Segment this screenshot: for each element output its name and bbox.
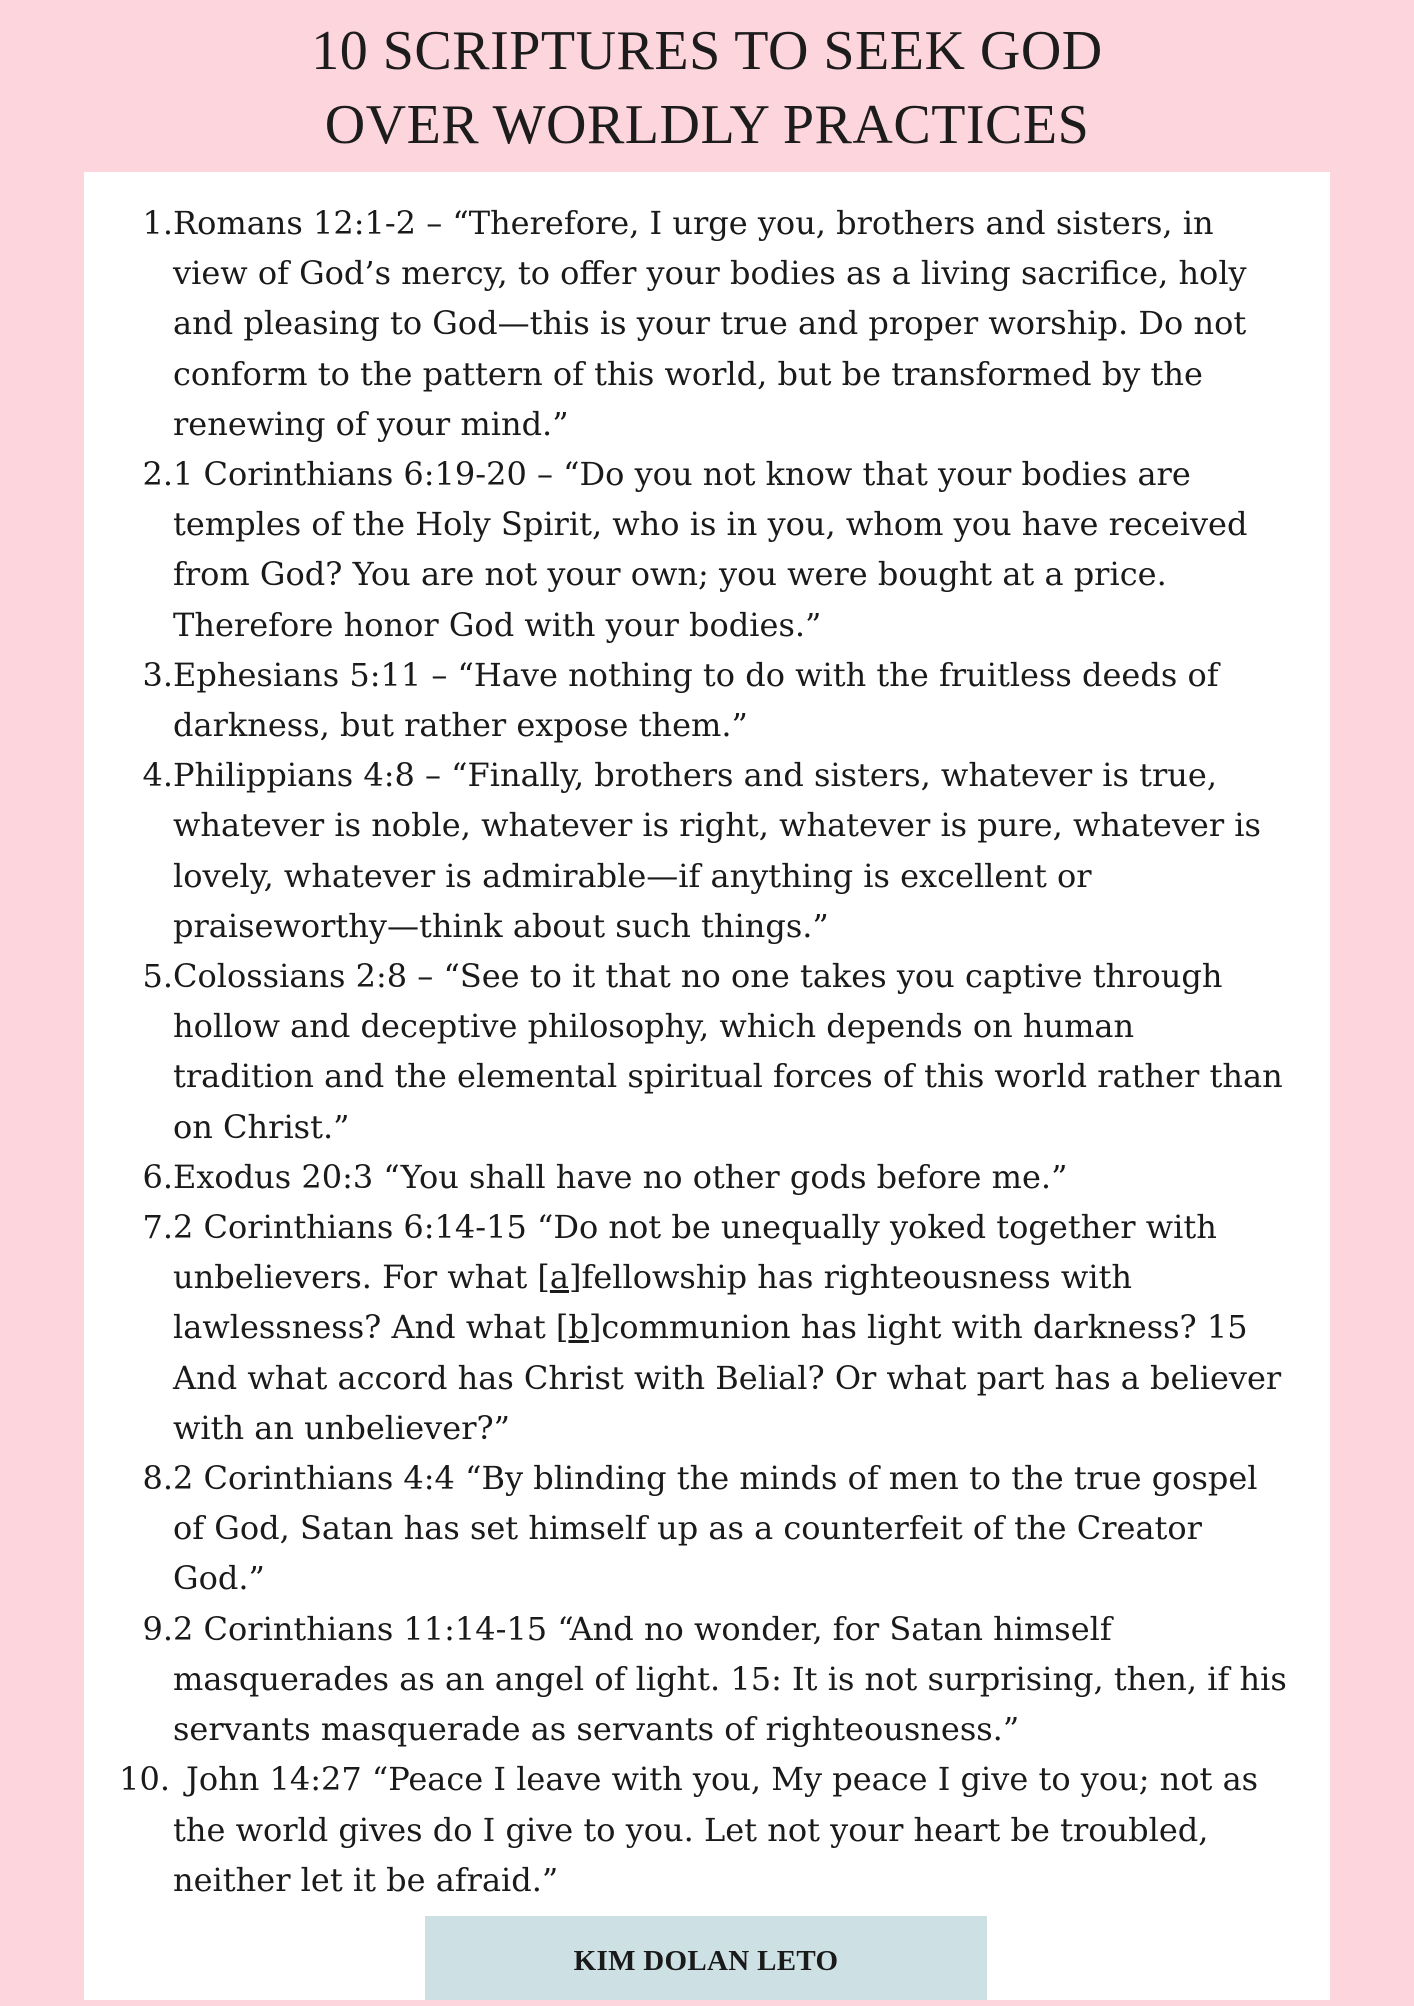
- author-banner: [425, 1916, 987, 2000]
- item-line: Romans 12:1-2 – “Therefore, I urge you, brothers and sisters, in: [173, 204, 1214, 242]
- list-item: [84, 1604, 1330, 1755]
- item-number: 8.: [142, 1459, 173, 1498]
- item-number: 9.: [142, 1609, 173, 1648]
- list-item: [84, 1152, 1330, 1202]
- item-line: Exodus 20:3 “You shall have no other gods before me.”: [173, 1157, 1068, 1196]
- item-number: 1.: [142, 204, 173, 242]
- item-number: 10.: [119, 1760, 170, 1799]
- item-line: praiseworthy—think about such things.”: [173, 906, 829, 945]
- item-line: Philippians 4:8 – “Finally, brothers and sisters, whatever is true,: [173, 756, 1217, 795]
- item-line: [173, 1302, 1310, 1352]
- item-line: hollow and deceptive philosophy, which depends on human: [173, 1007, 1135, 1046]
- title-line-2: OVER WORLDLY PRACTICES: [324, 94, 1090, 156]
- item-line: view of God’s mercy, to offer your bodies as a living sacrifice, holy: [173, 254, 1247, 293]
- item-line: darkness, but rather expose them.”: [173, 706, 748, 745]
- item-line: God.”: [173, 1559, 265, 1598]
- item-number: 4.: [142, 756, 173, 795]
- scripture-list: [84, 198, 1330, 1905]
- item-line: and pleasing to God—this is your true and proper worship. Do not: [173, 304, 1247, 343]
- item-number: 2.: [142, 455, 173, 494]
- list-item: [84, 951, 1330, 1152]
- content-card: [84, 172, 1330, 2000]
- footnote-link-a[interactable]: a: [549, 1258, 569, 1297]
- list-item: [84, 449, 1330, 650]
- item-line: from God? You are not your own; you were bought at a price.: [173, 555, 1167, 594]
- item-number: 6.: [142, 1157, 173, 1196]
- item-line: 2 Corinthians 4:4 “By blinding the minds of men to the true gospel: [173, 1459, 1258, 1498]
- item-line: temples of the Holy Spirit, who is in you, whom you have received: [173, 505, 1248, 544]
- item-line: neither let it be afraid.”: [173, 1860, 559, 1899]
- item-line: Colossians 2:8 – “See to it that no one takes you captive through: [173, 957, 1223, 996]
- item-line: with an unbeliever?”: [173, 1408, 510, 1447]
- item-line: whatever is noble, whatever is right, whatever is pure, whatever is: [173, 806, 1261, 845]
- item-line: masquerades as an angel of light. 15: It is not surprising, then, if his: [173, 1659, 1287, 1698]
- item-line: [173, 1252, 1310, 1302]
- list-item: [84, 1453, 1330, 1604]
- item-line: of God, Satan has set himself up as a counterfeit of the Creator: [173, 1509, 1202, 1548]
- item-line: the world gives do I give to you. Let not your heart be troubled,: [173, 1810, 1209, 1849]
- line-text: ]fellowship has righteousness with: [568, 1258, 1132, 1297]
- item-line: renewing of your mind.”: [173, 404, 569, 443]
- item-line: conform to the pattern of this world, but be transformed by the: [173, 354, 1203, 393]
- line-text: ]communion has light with darkness? 15: [588, 1308, 1248, 1347]
- item-line: tradition and the elemental spiritual forces of this world rather than: [173, 1057, 1283, 1096]
- title-line-1: 10 SCRIPTURES TO SEEK GOD: [311, 20, 1103, 82]
- item-line: on Christ.”: [173, 1107, 350, 1146]
- item-line: Ephesians 5:11 – “Have nothing to do with the fruitless deeds of: [173, 655, 1219, 694]
- item-line: 2 Corinthians 6:14-15 “Do not be unequally yoked together with: [173, 1208, 1217, 1247]
- line-text: lawlessness? And what [: [173, 1308, 569, 1347]
- list-item: [84, 1754, 1330, 1905]
- list-item: [84, 1202, 1330, 1453]
- list-item: [84, 750, 1330, 951]
- item-line: 1 Corinthians 6:19-20 – “Do you not know that your bodies are: [173, 455, 1191, 494]
- item-line: And what accord has Christ with Belial? Or what part has a believer: [173, 1358, 1282, 1397]
- item-number: 5.: [142, 957, 173, 996]
- item-number: 3.: [142, 655, 173, 694]
- item-number: 7.: [142, 1208, 173, 1247]
- item-line: 2 Corinthians 11:14-15 “And no wonder, for Satan himself: [173, 1609, 1112, 1648]
- list-item: [84, 198, 1330, 449]
- page-title: [0, 14, 1414, 162]
- list-item: [84, 650, 1330, 750]
- item-line: John 14:27 “Peace I leave with you, My peace I give to you; not as: [186, 1760, 1259, 1799]
- item-line: lovely, whatever is admirable—if anything is excellent or: [173, 856, 1092, 895]
- author-name: KIM DOLAN LETO: [573, 1945, 839, 1977]
- item-line: servants masquerade as servants of righteousness.”: [173, 1710, 1020, 1749]
- line-text: unbelievers. For what [: [173, 1258, 550, 1297]
- item-line: Therefore honor God with your bodies.”: [173, 605, 822, 644]
- footnote-link-b[interactable]: b: [568, 1308, 589, 1347]
